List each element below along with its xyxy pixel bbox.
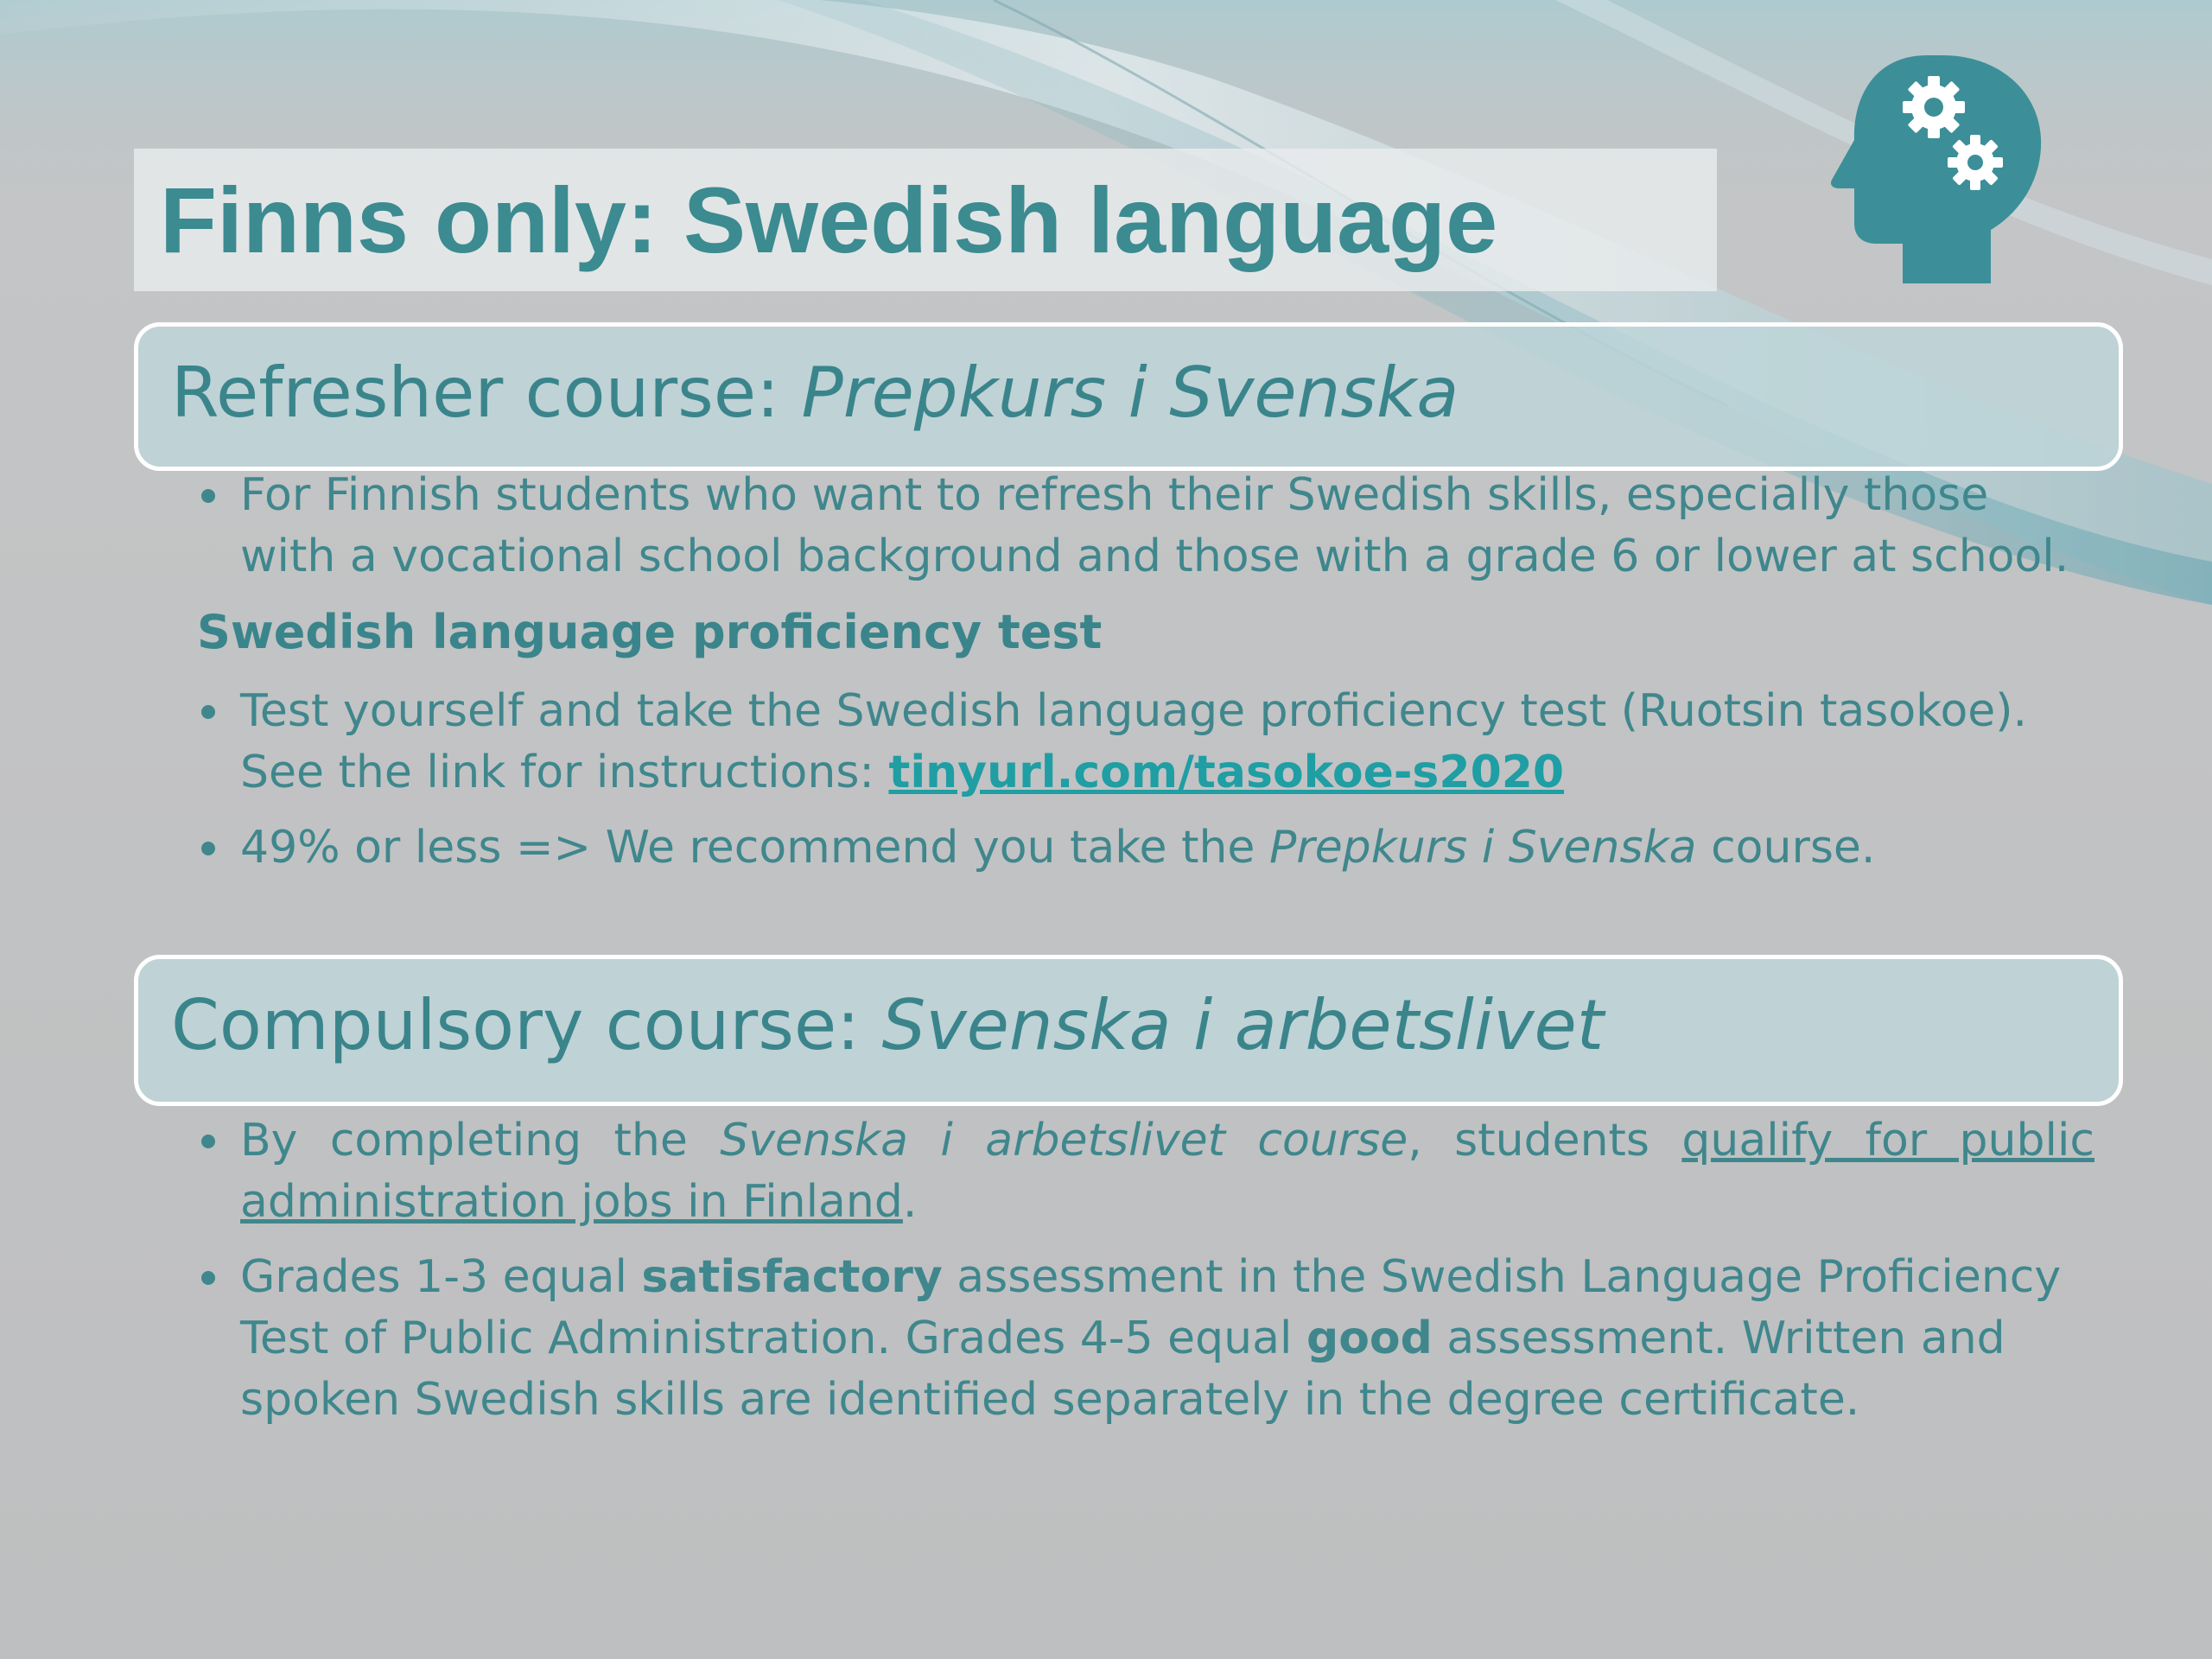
compulsory-course-heading: Compulsory course: Svenska i arbetslivet bbox=[171, 985, 1605, 1065]
proficiency-test-bullet-list bbox=[197, 681, 2094, 879]
list-item: Test yourself and take the Swedish language proficiency test (Ruotsin tasokoe). See the link for instructions: tinyurl.com/tasokoe-s2020 bbox=[197, 681, 2094, 804]
list-item: 49% or less => We recommend you take the Prepkurs i Svenska course. bbox=[197, 817, 2094, 879]
slide-title: Finns only: Swedish language bbox=[160, 168, 1498, 272]
refresher-course-box bbox=[134, 322, 2123, 471]
list-item: Grades 1-3 equal satisfactory assessment in the Swedish Language Proficiency Test of Public Administration. Grades 4-5 equal good assessment. Written and spoken Swedish skills are identified separately in the degree certificate. bbox=[197, 1247, 2094, 1431]
compulsory-bullet-list bbox=[197, 1110, 2094, 1431]
head-with-gears-icon bbox=[1830, 52, 2046, 287]
public-administration-jobs-text: qualify for public administration jobs in Finland bbox=[240, 1115, 2094, 1228]
list-item: By completing the Svenska i arbetslivet course, students qualify for public administration jobs in Finland. bbox=[197, 1110, 2094, 1233]
compulsory-course-box bbox=[134, 955, 2123, 1106]
refresher-bullet-list bbox=[197, 465, 2094, 588]
tasokoe-link[interactable]: tinyurl.com/tasokoe-s2020 bbox=[888, 747, 1565, 798]
refresher-course-heading: Refresher course: Prepkurs i Svenska bbox=[171, 353, 1459, 433]
title-band bbox=[134, 149, 1717, 291]
list-item: For Finnish students who want to refresh their Swedish skills, especially those with a vocational school background and those with a grade 6 or lower at school. bbox=[197, 465, 2094, 588]
proficiency-test-heading: Swedish language proficiency test bbox=[197, 605, 1103, 659]
